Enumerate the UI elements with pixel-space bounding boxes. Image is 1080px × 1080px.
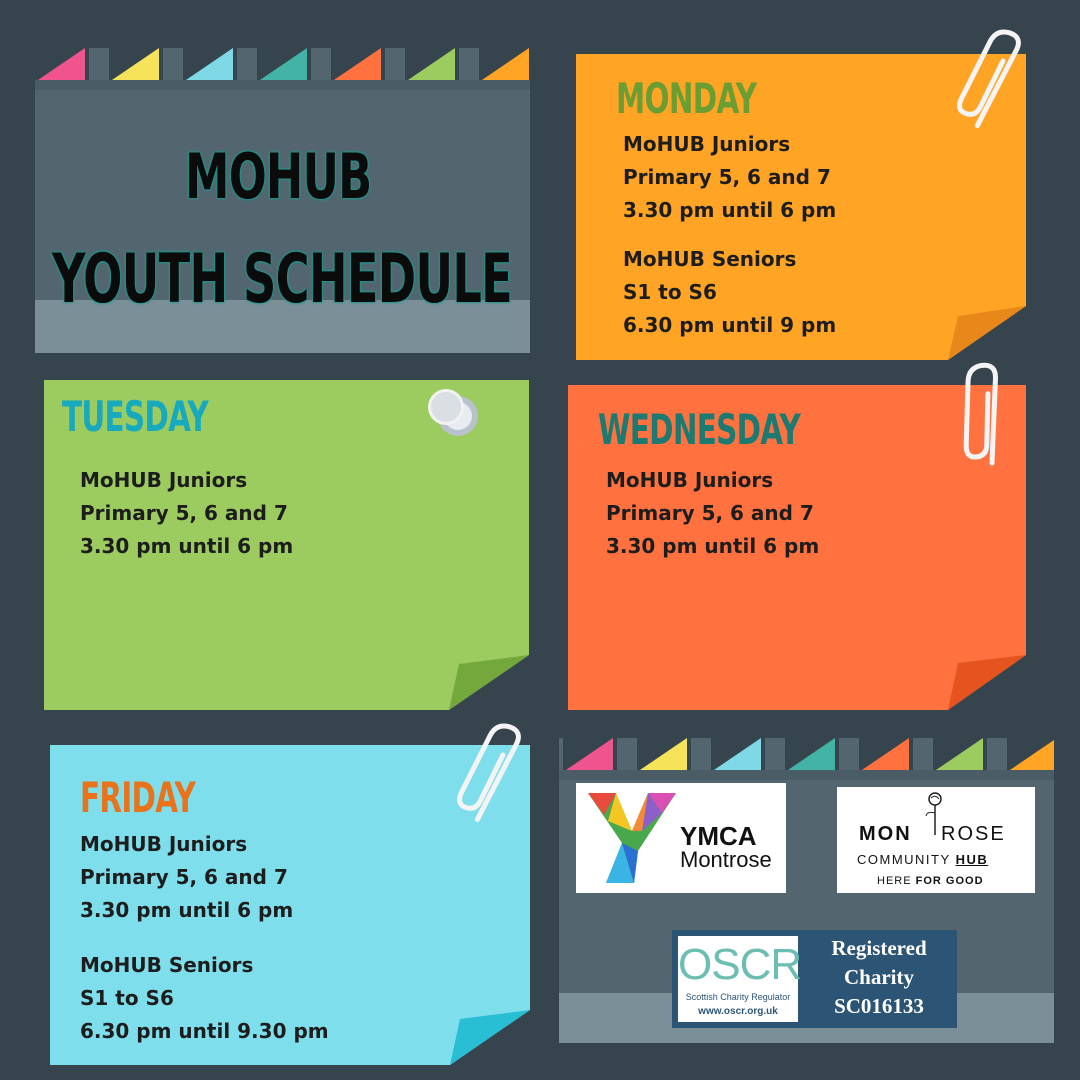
color-tab (331, 48, 381, 82)
montrose-logo-mon: MON (859, 823, 912, 845)
tuesday-juniors-ages: Primary 5, 6 and 7 (80, 501, 288, 525)
color-tab (405, 48, 455, 82)
logo-board-upper-band (559, 770, 1054, 780)
color-tab (859, 738, 909, 772)
oscr-logo (678, 936, 802, 1022)
tuesday-day-label: TUESDAY (62, 392, 208, 441)
color-tab (563, 738, 613, 772)
paperclip-icon (950, 362, 1030, 472)
color-tab (933, 738, 983, 772)
friday-juniors-ages: Primary 5, 6 and 7 (80, 865, 288, 889)
montrose-logo-hub: HUB (955, 852, 989, 867)
ymca-y-mark-icon (586, 791, 678, 885)
friday-seniors-name: MoHUB Seniors (80, 953, 254, 977)
ymca-logo (576, 783, 786, 893)
color-tab (109, 48, 159, 82)
tuesday-schedule (80, 464, 293, 563)
monday-seniors-ages: S1 to S6 (623, 280, 717, 304)
friday-schedule (80, 828, 329, 1048)
oscr-badge (672, 930, 957, 1028)
tuesday-juniors-time: 3.30 pm until 6 pm (80, 534, 294, 558)
registered-charity-text (810, 934, 948, 1021)
wednesday-juniors-ages: Primary 5, 6 and 7 (606, 501, 814, 525)
color-tab (183, 48, 233, 82)
paperclip-icon (955, 28, 1035, 138)
friday-juniors-name: MoHUB Juniors (80, 832, 248, 856)
montrose-logo-here: HERE (877, 875, 912, 887)
registered-line-1: Registered (831, 936, 927, 960)
pushpin-icon (422, 385, 484, 441)
monday-juniors-time: 3.30 pm until 6 pm (623, 198, 837, 222)
friday-juniors-time: 3.30 pm until 6 pm (80, 898, 294, 922)
color-tab (35, 48, 85, 82)
color-tab (479, 48, 529, 82)
montrose-logo-rose: ROSE (941, 823, 1006, 845)
montrose-logo-community: COMMUNITY (857, 852, 951, 867)
montrose-logo-line3 (877, 875, 984, 887)
wednesday-juniors-name: MoHUB Juniors (606, 468, 774, 492)
friday-seniors-ages: S1 to S6 (80, 986, 174, 1010)
oscr-logo-title: OSCR (678, 940, 802, 989)
color-tab (637, 738, 687, 772)
montrose-logo-line2 (857, 852, 988, 867)
color-tab (1007, 738, 1054, 772)
wednesday-juniors-time: 3.30 pm until 6 pm (606, 534, 820, 558)
title-line-1: MOHUB (185, 140, 372, 213)
title-line-2: YOUTH SCHEDULE (52, 240, 513, 319)
wednesday-day-label: WEDNESDAY (598, 405, 801, 454)
color-tab (711, 738, 761, 772)
registered-line-2: Charity (844, 965, 914, 989)
monday-day-label: MONDAY (616, 74, 757, 123)
ymca-logo-place: Montrose (680, 847, 772, 872)
ymca-logo-name: YMCA (680, 821, 757, 851)
friday-day-label: FRIDAY (80, 773, 196, 822)
color-tab (257, 48, 307, 82)
oscr-logo-subtitle: Scottish Charity Regulator (685, 992, 791, 1002)
friday-seniors-time: 6.30 pm until 9.30 pm (80, 1019, 329, 1043)
monday-schedule (623, 128, 836, 342)
wednesday-schedule (606, 464, 819, 563)
oscr-logo-url: www.oscr.org.uk (698, 1006, 778, 1017)
monday-seniors-time: 6.30 pm until 9 pm (623, 313, 837, 337)
montrose-logo-for-good: FOR GOOD (915, 875, 984, 887)
title-board (35, 48, 530, 353)
montrose-hub-logo (837, 787, 1035, 893)
monday-juniors-name: MoHUB Juniors (623, 132, 791, 156)
monday-juniors-ages: Primary 5, 6 and 7 (623, 165, 831, 189)
monday-seniors-name: MoHUB Seniors (623, 247, 797, 271)
registered-number: SC016133 (834, 994, 924, 1018)
logo-board (559, 738, 1054, 1043)
color-tab (785, 738, 835, 772)
title-board-upper-band (35, 80, 530, 90)
tuesday-juniors-name: MoHUB Juniors (80, 468, 248, 492)
paperclip-icon (455, 722, 535, 832)
